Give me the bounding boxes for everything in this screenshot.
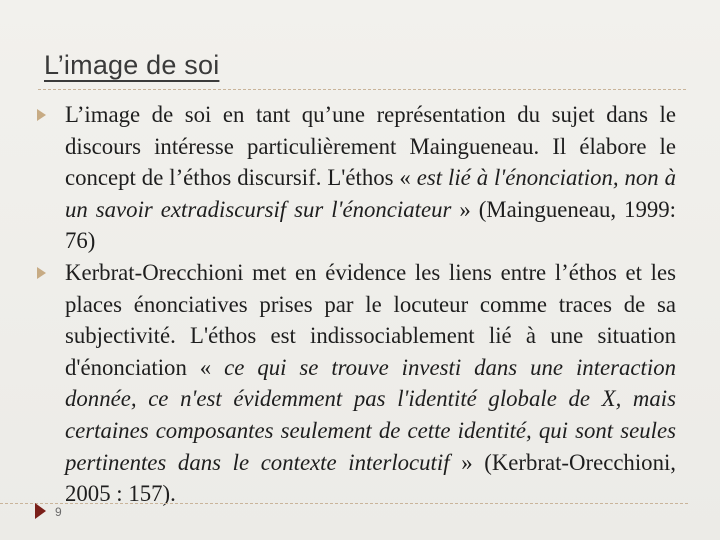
bullet-text-plain: Kerbrat-Orecchioni met en évidence les liens entre l’éthos et les places énonciatives prises par le locuteur comme traces de sa subjectivité. L'éthos est indissociablement lié à une situation d'énonciation « [65, 259, 676, 380]
bullet-item [36, 99, 676, 257]
slide-title: L’image de soi [44, 50, 220, 80]
bullet-text-plain: L’image de soi en tant qu’une représentation du sujet dans le discours intéresse particulièrement Maingueneau. Il élabore le concept de l’éthos discursif. L'éthos « [65, 102, 676, 191]
bullet-marker-icon [37, 109, 46, 121]
bullet-text-quote: ce qui se trouve investi dans une interaction donnée, ce n'est évidemment pas l'identité globale de X, mais certaines composantes seulement de cette identité, qui sont seules pertinentes dans le contexte interlocutif [65, 354, 677, 475]
bullet-item [36, 257, 676, 510]
bullet-text-citation: » (Maingueneau, 1999: 76) [65, 196, 676, 254]
slide-content [36, 99, 676, 510]
page-number: 9 [55, 505, 62, 519]
bullet-text-citation: » (Kerbrat-Orecchioni, 2005 : 157). [65, 449, 676, 507]
footer-arrow-icon [35, 503, 46, 519]
footer-divider [0, 503, 688, 504]
bullet-marker-icon [37, 267, 46, 279]
bullet-text [65, 257, 676, 510]
title-divider [38, 89, 686, 90]
bullet-text-quote: est lié à l'énonciation, non à un savoir extradiscursif sur l'énonciateur [65, 165, 676, 222]
bullet-text [65, 99, 676, 257]
